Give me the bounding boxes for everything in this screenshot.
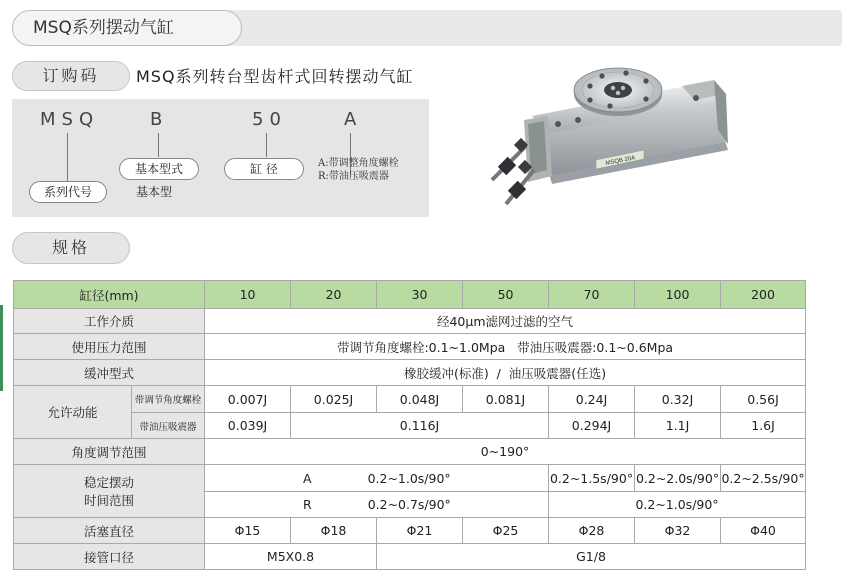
table-row <box>14 413 806 439</box>
option-a-note: A:带调整角度螺栓 <box>318 158 399 169</box>
model-label: MSQB 20A <box>605 155 636 167</box>
page-title: MSQ系列摆动气缸 <box>12 10 242 46</box>
basic-type-value: 基本型 <box>136 185 173 199</box>
energy-absorber-label: 带油压吸震器 <box>132 413 205 439</box>
table-row <box>14 465 806 492</box>
swing-time-label-line2: 时间范围 <box>84 493 135 508</box>
code-letter-size: 50 <box>252 109 287 130</box>
swing-a-200: 0.2~2.5s/90° <box>721 465 806 492</box>
bore-50: 50 <box>463 281 549 309</box>
energy-absorber-70: 1.1J <box>635 413 721 439</box>
cushion-value: 橡胶缓冲(标准) / 油压吸震器(任选) <box>205 360 806 386</box>
piston-50: Φ25 <box>463 518 549 544</box>
pressure-value: 带调节角度螺栓:0.1~1.0Mpa 带油压吸震器:0.1~0.6Mpa <box>205 334 806 360</box>
swing-a-100: 0.2~2.0s/90° <box>635 465 721 492</box>
angle-label: 角度调节范围 <box>14 439 205 465</box>
swing-r-cell <box>205 492 549 518</box>
bore-header: 缸径(mm) <box>14 281 205 309</box>
swing-time-label <box>14 465 205 518</box>
table-row <box>14 360 806 386</box>
port-label: 接管口径 <box>14 544 205 570</box>
energy-bolt-10: 0.007J <box>205 386 291 413</box>
table-row <box>14 386 806 413</box>
swing-a-cell <box>205 465 549 492</box>
energy-bolt-20: 0.025J <box>291 386 377 413</box>
bore-30: 30 <box>377 281 463 309</box>
energy-bolt-30: 0.048J <box>377 386 463 413</box>
swing-r-range: 0.2~0.7s/90° <box>367 497 451 512</box>
energy-label: 允许动能 <box>14 386 132 439</box>
energy-bolt-label: 带调节角度螺栓 <box>132 386 205 413</box>
spec-section-label: 规格 <box>12 232 130 264</box>
option-r-note: R:带油压吸震器 <box>318 171 389 182</box>
piston-20: Φ18 <box>291 518 377 544</box>
medium-value: 经40μm滤网过滤的空气 <box>205 309 806 334</box>
connector-line <box>158 133 159 157</box>
cushion-label: 缓冲型式 <box>14 360 205 386</box>
swing-a-70: 0.2~1.5s/90° <box>549 465 635 492</box>
swing-r-type: R <box>303 497 312 512</box>
table-row <box>14 439 806 465</box>
connector-line <box>67 133 68 181</box>
energy-bolt-70: 0.24J <box>549 386 635 413</box>
order-code-panel <box>12 99 429 217</box>
swing-time-label-line1: 稳定摆动 <box>84 475 135 490</box>
product-image <box>486 64 736 226</box>
bore-100: 100 <box>635 281 721 309</box>
basic-type-tag: 基本型式 <box>119 158 199 180</box>
port-small: M5X0.8 <box>205 544 377 570</box>
table-header-row <box>14 281 806 309</box>
bore-10: 10 <box>205 281 291 309</box>
bore-200: 200 <box>721 281 806 309</box>
energy-absorber-10: 0.039J <box>205 413 291 439</box>
piston-100: Φ32 <box>635 518 721 544</box>
series-code-tag: 系列代号 <box>29 181 107 203</box>
table-row <box>14 544 806 570</box>
bore-tag: 缸 径 <box>224 158 304 180</box>
medium-label: 工作介质 <box>14 309 205 334</box>
piston-200: Φ40 <box>721 518 806 544</box>
energy-bolt-100: 0.32J <box>635 386 721 413</box>
energy-absorber-50: 0.294J <box>549 413 635 439</box>
table-row <box>14 309 806 334</box>
code-letters-msq: MSQ <box>40 109 100 130</box>
swing-a-range: 0.2~1.0s/90° <box>367 470 451 486</box>
table-row <box>14 334 806 360</box>
order-code-section-label: 订购码 <box>12 61 130 91</box>
energy-absorber-100: 1.6J <box>721 413 806 439</box>
energy-bolt-50: 0.081J <box>463 386 549 413</box>
piston-label: 活塞直径 <box>14 518 205 544</box>
piston-30: Φ21 <box>377 518 463 544</box>
bore-70: 70 <box>549 281 635 309</box>
piston-10: Φ15 <box>205 518 291 544</box>
spec-table <box>13 280 806 570</box>
angle-value: 0~190° <box>205 439 806 465</box>
port-large: G1/8 <box>377 544 806 570</box>
connector-line <box>266 133 267 157</box>
table-row <box>14 518 806 544</box>
energy-absorber-20-30: 0.116J <box>291 413 549 439</box>
code-letter-b: B <box>150 109 169 130</box>
code-letter-a: A <box>344 109 363 130</box>
swing-r-large: 0.2~1.0s/90° <box>549 492 806 518</box>
energy-bolt-200: 0.56J <box>721 386 806 413</box>
order-code-title: MSQ系列转台型齿杆式回转摆动气缸 <box>136 67 414 86</box>
accent-mark <box>0 305 3 391</box>
piston-70: Φ28 <box>549 518 635 544</box>
pressure-label: 使用压力范围 <box>14 334 205 360</box>
swing-a-type: A <box>303 470 312 486</box>
bore-20: 20 <box>291 281 377 309</box>
